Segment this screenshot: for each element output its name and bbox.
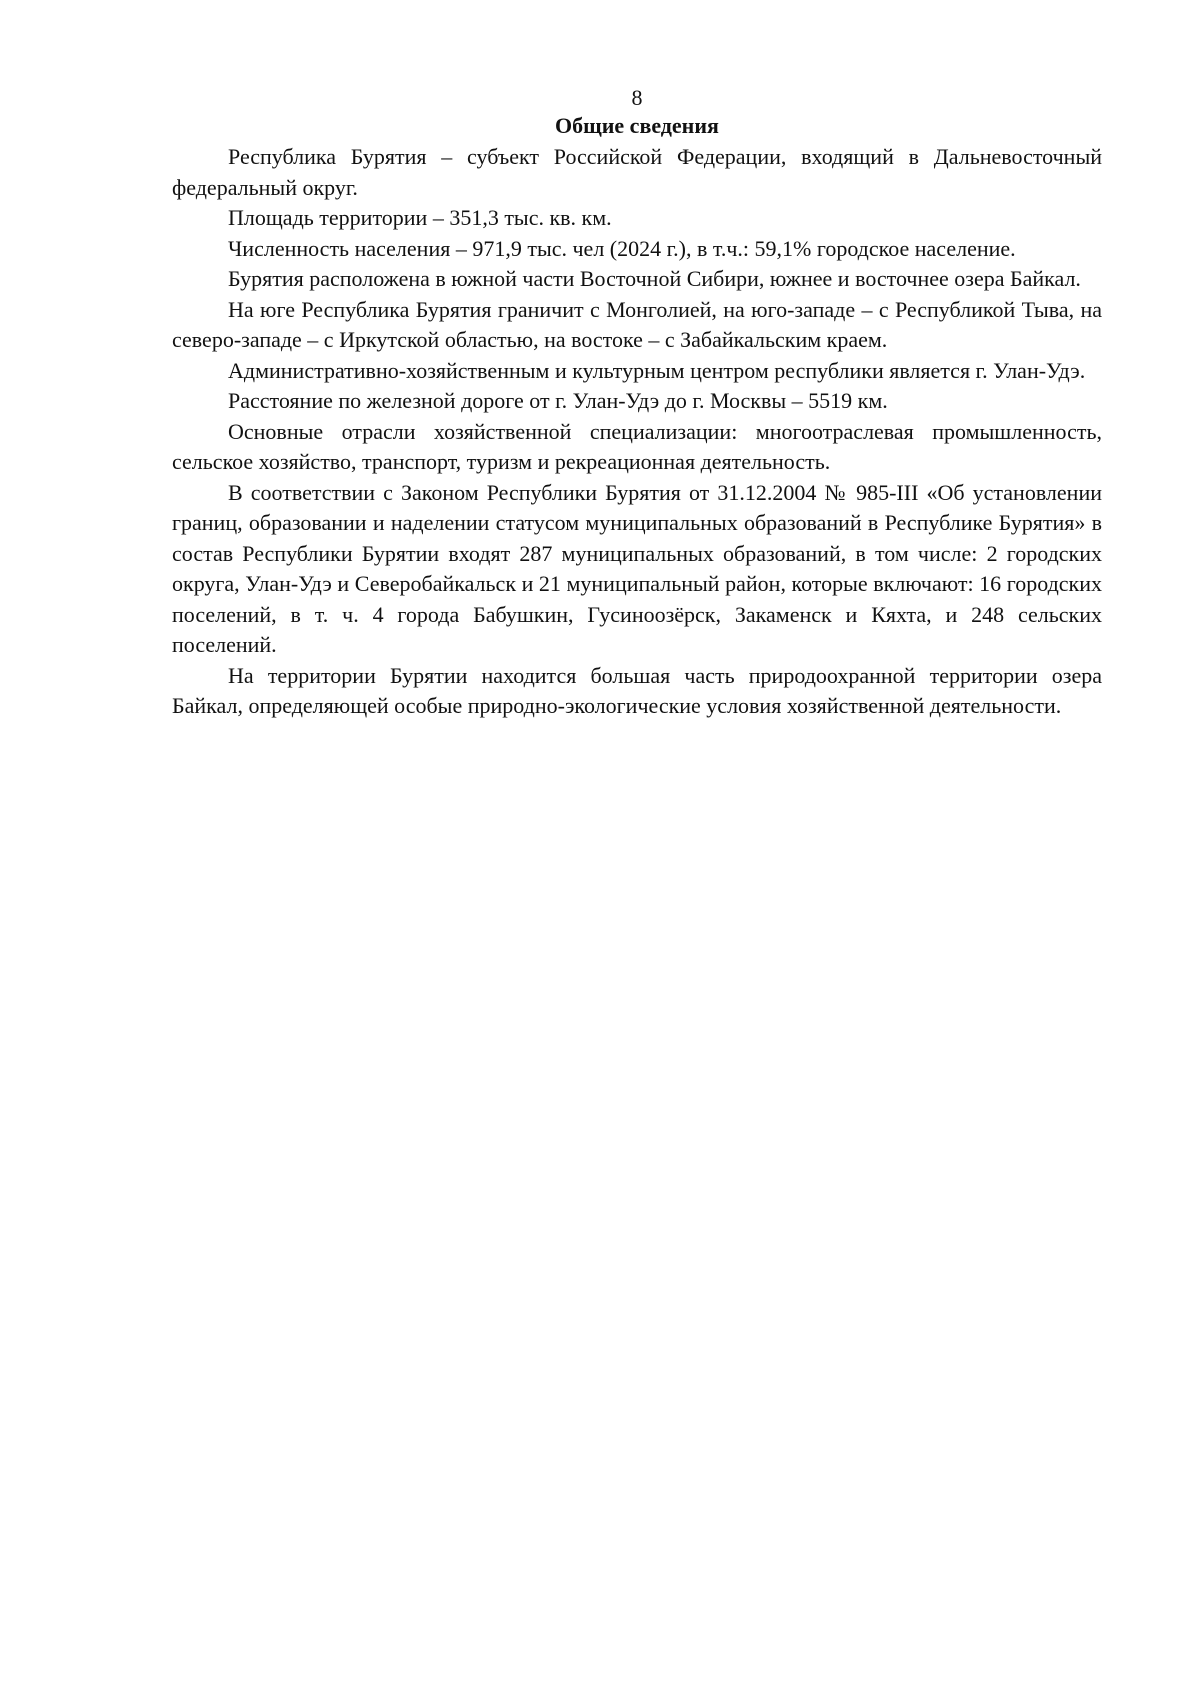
paragraph-1: Республика Бурятия – субъект Российской Федерации, входящий в Дальневосточный федеральный округ.: [172, 144, 1102, 200]
page-number: 8: [631, 85, 643, 110]
paragraph-4: Бурятия расположена в южной части Восточной Сибири, южнее и восточнее озера Байкал.: [228, 266, 1081, 291]
paragraph-2: Площадь территории – 351,3 тыс. кв. км.: [228, 205, 612, 230]
paragraph-8: Основные отрасли хозяйственной специализации: многоотраслевая промышленность, сельское хозяйство, транспорт, туризм и рекреационная деятельность.: [172, 418, 1102, 474]
document-page: [172, 84, 1102, 722]
paragraph-3: Численность населения – 971,9 тыс. чел (2024 г.), в т.ч.: 59,1% городское население.: [228, 235, 1016, 261]
paragraph-7: Расстояние по железной дороге от г. Улан-Удэ до г. Москвы – 5519 км.: [228, 388, 888, 413]
paragraph-6: Административно-хозяйственным и культурным центром республики является г. Улан-Удэ.: [228, 357, 1086, 383]
paragraph-5: На юге Республика Бурятия граничит с Монголией, на юго-западе – с Республикой Тыва, на северо-западе – с Иркутской областью, на востоке – с Забайкальским краем.: [172, 296, 1102, 352]
section-title: Общие сведения: [555, 113, 719, 138]
paragraph-10: На территории Бурятии находится большая часть природоохранной территории озера Байкал, определяющей особые природно-экологические условия хозяйственной деятельности.: [172, 662, 1102, 718]
paragraph-9: В соответствии с Законом Республики Бурятия от 31.12.2004 № 985-III «Об установлении границ, образовании и наделении статусом муниципальных образований в Республике Бурятия» в состав Республики Бурятии входят 287 муниципальных образований, в том числе: 2 городских округа, Улан-Удэ и Северобайкальск и 21 муниципальный район, которые включают: 16 городских поселений, в т. ч. 4 города Бабушкин, Гусиноозёрск, Закаменск и Кяхта, и 248 сельских поселений.: [172, 479, 1102, 657]
